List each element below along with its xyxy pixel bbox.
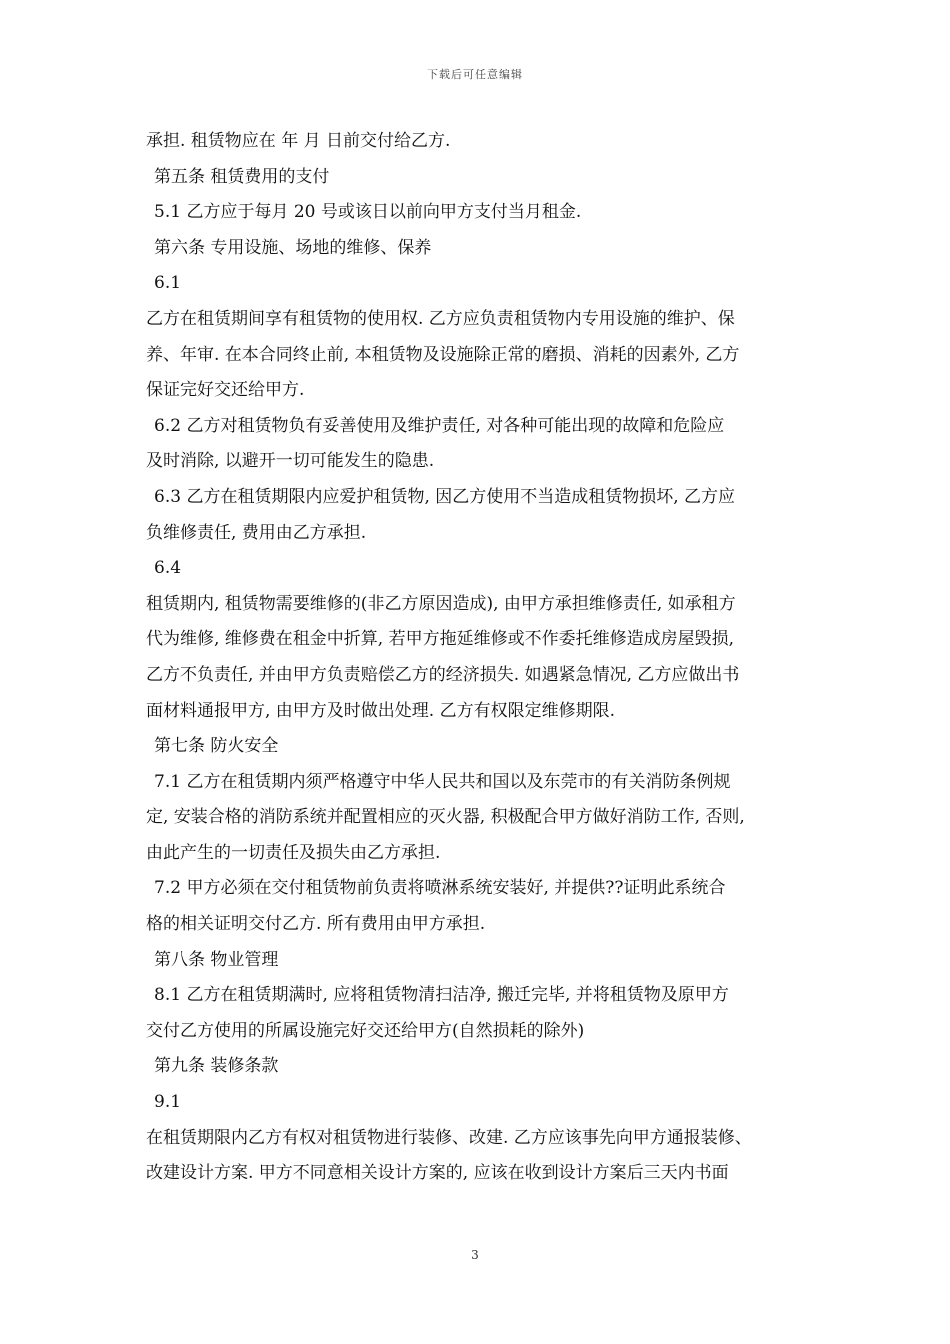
text-line: 9.1 — [154, 1092, 182, 1113]
text-line: 6.2 乙方对租赁物负有妥善使用及维护责任, 对各种可能出现的故障和危险应 — [154, 415, 725, 436]
header-note: 下载后可任意编辑 — [427, 68, 523, 81]
text-line: 6.1 — [154, 273, 182, 294]
text-line: 定, 安装合格的消防系统并配置相应的灭火器, 积极配合甲方做好消防工作, 否则, — [146, 807, 745, 828]
text-line: 7.2 甲方必须在交付租赁物前负责将喷淋系统安装好, 并提供??证明此系统合 — [154, 878, 726, 899]
text-line: 面材料通报甲方, 由甲方及时做出处理. 乙方有权限定维修期限. — [146, 700, 616, 721]
text-line: 负维修责任, 费用由乙方承担. — [146, 522, 367, 543]
text-line: 第五条 租赁费用的支付 — [154, 166, 330, 187]
document-body — [146, 124, 812, 1192]
text-line: 8.1 乙方在租赁期满时, 应将租赁物清扫洁净, 搬迁完毕, 并将租赁物及原甲方 — [154, 985, 729, 1006]
text-line: 第八条 物业管理 — [154, 949, 279, 970]
text-line: 乙方在租赁期间享有租赁物的使用权. 乙方应负责租赁物内专用设施的维护、保 — [146, 308, 735, 329]
text-line: 交付乙方使用的所属设施完好交还给甲方(自然损耗的除外) — [146, 1020, 585, 1041]
text-line: 乙方不负责任, 并由甲方负责赔偿乙方的经济损失. 如遇紧急情况, 乙方应做出书 — [146, 664, 740, 685]
text-line: 保证完好交还给甲方. — [146, 380, 305, 401]
text-line: 改建设计方案. 甲方不同意相关设计方案的, 应该在收到设计方案后三天内书面 — [146, 1163, 729, 1184]
page-number: 3 — [471, 1248, 479, 1262]
text-line: 7.1 乙方在租赁期内须严格遵守中华人民共和国以及东莞市的有关消防条例规 — [154, 771, 731, 792]
text-line: 承担. 租赁物应在 年 月 日前交付给乙方. — [146, 131, 451, 151]
text-line: 5.1 乙方应于每月 20 号或该日以前向甲方支付当月租金. — [154, 202, 582, 223]
text-line: 养、年审. 在本合同终止前, 本租赁物及设施除正常的磨损、消耗的因素外, 乙方 — [146, 344, 740, 365]
text-line: 租赁期内, 租赁物需要维修的(非乙方原因造成), 由甲方承担维修责任, 如承租方 — [146, 593, 736, 614]
text-line: 在租赁期限内乙方有权对租赁物进行装修、改建. 乙方应该事先向甲方通报装修、 — [146, 1127, 752, 1148]
text-line: 第六条 专用设施、场地的维修、保养 — [154, 237, 432, 258]
text-line: 第七条 防火安全 — [154, 736, 279, 757]
text-line: 第九条 装修条款 — [154, 1056, 279, 1077]
text-line: 代为维修, 维修费在租金中折算, 若甲方拖延维修或不作委托维修造成房屋毁损, — [146, 629, 735, 650]
text-line: 由此产生的一切责任及损失由乙方承担. — [146, 842, 441, 863]
text-line: 6.3 乙方在租赁期限内应爱护租赁物, 因乙方使用不当造成租赁物损坏, 乙方应 — [154, 486, 736, 507]
text-line: 格的相关证明交付乙方. 所有费用由甲方承担. — [146, 914, 486, 935]
text-line: 6.4 — [154, 558, 182, 579]
text-line: 及时消除, 以避开一切可能发生的隐患. — [146, 451, 435, 472]
